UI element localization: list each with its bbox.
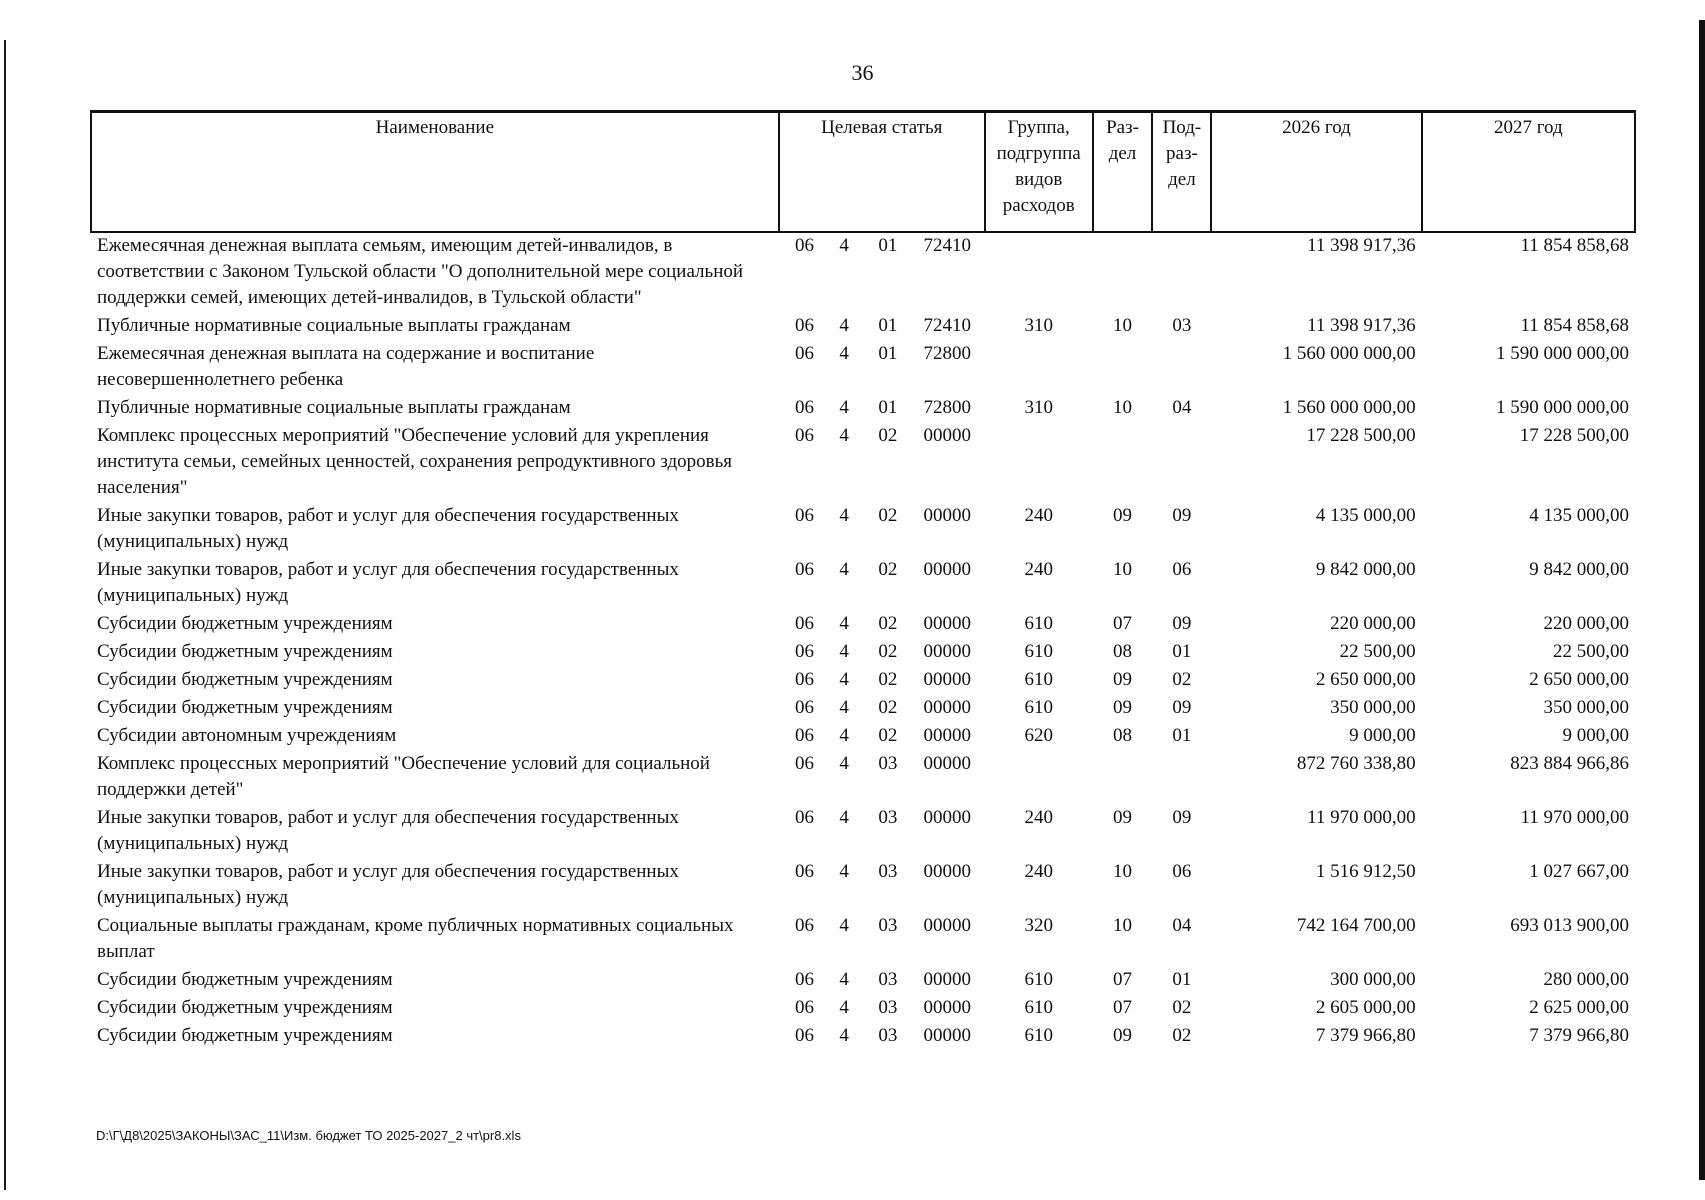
expense-group: 240 bbox=[1024, 807, 1053, 828]
table-row bbox=[91, 995, 1635, 1023]
target-code-2: 4 bbox=[839, 969, 849, 990]
amount-2026: 1 516 912,50 bbox=[1315, 861, 1416, 882]
subsection-code: 09 bbox=[1172, 807, 1192, 828]
target-code-3: 01 bbox=[878, 315, 898, 336]
table-row bbox=[91, 639, 1635, 667]
table-row bbox=[91, 423, 1635, 503]
row-name: Иные закупки товаров, работ и услуг для обеспечения государственных (муниципальных) нужд bbox=[97, 505, 679, 552]
target-code-2: 4 bbox=[839, 425, 849, 446]
amount-2026: 4 135 000,00 bbox=[1315, 505, 1416, 526]
row-name: Публичные нормативные социальные выплаты гражданам bbox=[97, 397, 571, 418]
target-code-3: 03 bbox=[878, 997, 898, 1018]
target-code-1: 06 bbox=[795, 697, 814, 718]
amount-2027: 280 000,00 bbox=[1543, 969, 1629, 990]
expense-group: 320 bbox=[1024, 915, 1053, 936]
scan-edge-left bbox=[4, 40, 6, 1190]
subsection-code: 09 bbox=[1172, 613, 1192, 634]
target-code-4: 00000 bbox=[923, 969, 972, 990]
subsection-code: 02 bbox=[1172, 1025, 1192, 1046]
table-row bbox=[91, 967, 1635, 995]
target-code-2: 4 bbox=[839, 697, 849, 718]
table-row bbox=[91, 232, 1635, 313]
expense-group: 310 bbox=[1024, 397, 1053, 418]
row-name: Комплекс процессных мероприятий "Обеспечение условий для социальной поддержки детей" bbox=[97, 753, 710, 800]
target-code-4: 00000 bbox=[923, 697, 972, 718]
row-name: Субсидии бюджетным учреждениям bbox=[97, 669, 393, 690]
expense-group: 610 bbox=[1024, 969, 1053, 990]
target-code-1: 06 bbox=[795, 235, 814, 256]
section-code: 09 bbox=[1112, 669, 1132, 690]
target-code-3: 03 bbox=[878, 915, 898, 936]
target-code-1: 06 bbox=[795, 669, 814, 690]
section-code: 09 bbox=[1112, 807, 1132, 828]
table-row bbox=[91, 859, 1635, 913]
amount-2026: 1 560 000 000,00 bbox=[1282, 397, 1416, 418]
section-code: 07 bbox=[1112, 969, 1132, 990]
amount-2026: 11 398 917,36 bbox=[1307, 315, 1416, 336]
section-code: 09 bbox=[1112, 1025, 1132, 1046]
target-code-2: 4 bbox=[839, 915, 849, 936]
expense-group: 610 bbox=[1024, 697, 1053, 718]
target-code-2: 4 bbox=[839, 807, 849, 828]
expense-group: 610 bbox=[1024, 641, 1053, 662]
row-name: Комплекс процессных мероприятий "Обеспечение условий для укрепления института семьи, семейных ценностей, сохранения репродуктивного здоровья населения" bbox=[97, 425, 733, 498]
target-code-3: 03 bbox=[878, 807, 898, 828]
subsection-code: 03 bbox=[1172, 315, 1192, 336]
target-code-1: 06 bbox=[795, 807, 814, 828]
row-name: Социальные выплаты гражданам, кроме публичных нормативных социальных выплат bbox=[97, 915, 734, 962]
target-code-3: 03 bbox=[878, 753, 898, 774]
amount-2027: 9 842 000,00 bbox=[1529, 559, 1629, 580]
target-code-2: 4 bbox=[839, 397, 849, 418]
target-code-3: 02 bbox=[878, 505, 898, 526]
subsection-code: 01 bbox=[1172, 969, 1192, 990]
table-body bbox=[91, 232, 1635, 1051]
target-code-2: 4 bbox=[839, 753, 849, 774]
section-code: 09 bbox=[1112, 697, 1132, 718]
row-name: Субсидии бюджетным учреждениям bbox=[97, 969, 393, 990]
amount-2027: 22 500,00 bbox=[1553, 641, 1629, 662]
row-name: Субсидии автономным учреждениям bbox=[97, 725, 397, 746]
target-code-2: 4 bbox=[839, 669, 849, 690]
target-code-2: 4 bbox=[839, 861, 849, 882]
page-number: 36 bbox=[851, 60, 874, 85]
expense-group bbox=[985, 232, 1093, 313]
target-code-1: 06 bbox=[795, 969, 814, 990]
section-code bbox=[1093, 751, 1153, 805]
section-code bbox=[1093, 341, 1153, 395]
row-name: Субсидии бюджетным учреждениям bbox=[97, 1025, 393, 1046]
subsection-code: 04 bbox=[1172, 397, 1192, 418]
table-row bbox=[91, 395, 1635, 423]
expense-group: 240 bbox=[1024, 559, 1053, 580]
target-code-4: 00000 bbox=[923, 641, 972, 662]
target-code-3: 03 bbox=[878, 969, 898, 990]
amount-2026: 742 164 700,00 bbox=[1296, 915, 1416, 936]
expense-group: 610 bbox=[1024, 1025, 1053, 1046]
amount-2026: 350 000,00 bbox=[1330, 697, 1416, 718]
table-row bbox=[91, 341, 1635, 395]
amount-2027: 220 000,00 bbox=[1543, 613, 1629, 634]
table-row bbox=[91, 313, 1635, 341]
expense-group: 620 bbox=[1024, 725, 1053, 746]
table-row bbox=[91, 751, 1635, 805]
target-code-2: 4 bbox=[839, 559, 849, 580]
target-code-3: 01 bbox=[878, 235, 898, 256]
target-code-2: 4 bbox=[839, 505, 849, 526]
header-year-2026: 2026 год bbox=[1211, 112, 1421, 233]
table-row bbox=[91, 611, 1635, 639]
target-code-4: 00000 bbox=[923, 753, 972, 774]
section-code bbox=[1093, 423, 1153, 503]
section-code: 10 bbox=[1112, 315, 1132, 336]
expense-group: 610 bbox=[1024, 997, 1053, 1018]
amount-2026: 2 650 000,00 bbox=[1315, 669, 1416, 690]
target-code-2: 4 bbox=[839, 641, 849, 662]
section-code: 07 bbox=[1112, 997, 1132, 1018]
target-code-2: 4 bbox=[839, 613, 849, 634]
target-code-4: 00000 bbox=[923, 725, 972, 746]
target-code-3: 02 bbox=[878, 613, 898, 634]
row-name: Субсидии бюджетным учреждениям bbox=[97, 613, 393, 634]
target-code-1: 06 bbox=[795, 753, 814, 774]
target-code-1: 06 bbox=[795, 725, 814, 746]
target-code-4: 00000 bbox=[923, 505, 972, 526]
target-code-3: 03 bbox=[878, 861, 898, 882]
amount-2027: 11 854 858,68 bbox=[1520, 315, 1629, 336]
table-row bbox=[91, 557, 1635, 611]
scan-edge-right bbox=[1699, 20, 1705, 1180]
amount-2026: 9 842 000,00 bbox=[1315, 559, 1416, 580]
target-code-1: 06 bbox=[795, 505, 814, 526]
section-code: 08 bbox=[1112, 641, 1132, 662]
target-code-4: 00000 bbox=[923, 915, 972, 936]
target-code-4: 00000 bbox=[923, 669, 972, 690]
target-code-3: 02 bbox=[878, 425, 898, 446]
target-code-1: 06 bbox=[795, 613, 814, 634]
section-code: 10 bbox=[1112, 397, 1132, 418]
row-name: Ежемесячная денежная выплата семьям, имеющим детей-инвалидов, в соответствии с Законом Тульской области "О дополнительной мере социальной поддержки семей, имеющих детей-инвалидов, в Тульской области" bbox=[97, 235, 744, 308]
target-code-3: 02 bbox=[878, 669, 898, 690]
expense-group bbox=[985, 751, 1093, 805]
row-name: Ежемесячная денежная выплата на содержание и воспитание несовершеннолетнего ребенка bbox=[97, 343, 595, 390]
target-code-3: 02 bbox=[878, 641, 898, 662]
section-code bbox=[1093, 232, 1153, 313]
row-name: Иные закупки товаров, работ и услуг для обеспечения государственных (муниципальных) нужд bbox=[97, 807, 679, 854]
expense-group: 240 bbox=[1024, 505, 1053, 526]
table-row bbox=[91, 503, 1635, 557]
target-code-4: 00000 bbox=[923, 861, 972, 882]
subsection-code: 09 bbox=[1172, 505, 1192, 526]
row-name: Иные закупки товаров, работ и услуг для обеспечения государственных (муниципальных) нужд bbox=[97, 861, 679, 908]
table-row bbox=[91, 1023, 1635, 1051]
row-name: Публичные нормативные социальные выплаты гражданам bbox=[97, 315, 571, 336]
amount-2027: 2 650 000,00 bbox=[1529, 669, 1629, 690]
subsection-code: 06 bbox=[1172, 559, 1192, 580]
section-code: 10 bbox=[1112, 915, 1132, 936]
table-row bbox=[91, 723, 1635, 751]
target-code-4: 00000 bbox=[923, 613, 972, 634]
header-target-article: Целевая статья bbox=[779, 112, 985, 233]
table-row bbox=[91, 805, 1635, 859]
subsection-code bbox=[1152, 751, 1211, 805]
target-code-2: 4 bbox=[839, 235, 849, 256]
target-code-4: 72410 bbox=[923, 315, 972, 336]
section-code: 10 bbox=[1112, 861, 1132, 882]
amount-2026: 11 398 917,36 bbox=[1307, 235, 1416, 256]
target-code-1: 06 bbox=[795, 343, 814, 364]
target-code-4: 00000 bbox=[923, 997, 972, 1018]
target-code-3: 01 bbox=[878, 343, 898, 364]
header-year-2027: 2027 год bbox=[1422, 112, 1635, 233]
subsection-code: 02 bbox=[1172, 997, 1192, 1018]
target-code-1: 06 bbox=[795, 315, 814, 336]
target-code-1: 06 bbox=[795, 559, 814, 580]
target-code-4: 00000 bbox=[923, 425, 972, 446]
section-code: 07 bbox=[1112, 613, 1132, 634]
section-code: 10 bbox=[1112, 559, 1132, 580]
section-code: 08 bbox=[1112, 725, 1132, 746]
target-code-4: 72800 bbox=[923, 343, 972, 364]
header-subsection: Под- раз- дел bbox=[1152, 112, 1211, 233]
expense-group: 240 bbox=[1024, 861, 1053, 882]
expense-group: 610 bbox=[1024, 613, 1053, 634]
row-name: Субсидии бюджетным учреждениям bbox=[97, 641, 393, 662]
amount-2027: 1 590 000 000,00 bbox=[1496, 343, 1629, 364]
target-code-2: 4 bbox=[839, 725, 849, 746]
target-code-2: 4 bbox=[839, 343, 849, 364]
table-row bbox=[91, 695, 1635, 723]
target-code-3: 03 bbox=[878, 1025, 898, 1046]
expense-group bbox=[985, 341, 1093, 395]
target-code-1: 06 bbox=[795, 915, 814, 936]
amount-2027: 1 590 000 000,00 bbox=[1496, 397, 1629, 418]
amount-2026: 7 379 966,80 bbox=[1315, 1025, 1416, 1046]
header-section: Раз- дел bbox=[1093, 112, 1153, 233]
row-name: Субсидии бюджетным учреждениям bbox=[97, 997, 393, 1018]
target-code-3: 02 bbox=[878, 725, 898, 746]
amount-2027: 11 970 000,00 bbox=[1520, 807, 1629, 828]
subsection-code: 04 bbox=[1172, 915, 1192, 936]
row-name: Субсидии бюджетным учреждениям bbox=[97, 697, 393, 718]
subsection-code bbox=[1152, 423, 1211, 503]
subsection-code bbox=[1152, 232, 1211, 313]
amount-2026: 300 000,00 bbox=[1330, 969, 1416, 990]
amount-2027: 9 000,00 bbox=[1562, 725, 1629, 746]
target-code-1: 06 bbox=[795, 397, 814, 418]
amount-2026: 220 000,00 bbox=[1330, 613, 1416, 634]
section-code: 09 bbox=[1112, 505, 1132, 526]
amount-2027: 1 027 667,00 bbox=[1529, 861, 1629, 882]
amount-2026: 22 500,00 bbox=[1339, 641, 1416, 662]
amount-2027: 7 379 966,80 bbox=[1529, 1025, 1629, 1046]
header-group: Группа, подгруппа видов расходов bbox=[985, 112, 1093, 233]
footer-file-path: D:\Г\Д8\2025\ЗАКОНЫ\ЗАС_11\Изм. бюджет ТО 2025-2027_2 чт\pr8.xls bbox=[96, 1128, 521, 1143]
target-code-3: 01 bbox=[878, 397, 898, 418]
amount-2026: 1 560 000 000,00 bbox=[1282, 343, 1416, 364]
table-header bbox=[91, 112, 1635, 233]
subsection-code: 06 bbox=[1172, 861, 1192, 882]
subsection-code bbox=[1152, 341, 1211, 395]
budget-table bbox=[90, 110, 1636, 1051]
amount-2026: 9 000,00 bbox=[1349, 725, 1416, 746]
target-code-2: 4 bbox=[839, 315, 849, 336]
target-code-1: 06 bbox=[795, 861, 814, 882]
expense-group: 610 bbox=[1024, 669, 1053, 690]
amount-2027: 823 884 966,86 bbox=[1510, 753, 1629, 774]
target-code-1: 06 bbox=[795, 997, 814, 1018]
amount-2026: 2 605 000,00 bbox=[1315, 997, 1416, 1018]
amount-2027: 693 013 900,00 bbox=[1510, 915, 1629, 936]
target-code-4: 72410 bbox=[923, 235, 972, 256]
subsection-code: 01 bbox=[1172, 725, 1192, 746]
target-code-3: 02 bbox=[878, 559, 898, 580]
target-code-4: 00000 bbox=[923, 1025, 972, 1046]
amount-2027: 17 228 500,00 bbox=[1519, 425, 1629, 446]
target-code-1: 06 bbox=[795, 1025, 814, 1046]
target-code-2: 4 bbox=[839, 997, 849, 1018]
amount-2026: 17 228 500,00 bbox=[1306, 425, 1416, 446]
budget-table-wrapper bbox=[90, 110, 1636, 1051]
target-code-4: 00000 bbox=[923, 807, 972, 828]
target-code-1: 06 bbox=[795, 425, 814, 446]
row-name: Иные закупки товаров, работ и услуг для обеспечения государственных (муниципальных) нужд bbox=[97, 559, 679, 606]
target-code-4: 00000 bbox=[923, 559, 972, 580]
table-row bbox=[91, 667, 1635, 695]
amount-2027: 2 625 000,00 bbox=[1529, 997, 1629, 1018]
amount-2026: 11 970 000,00 bbox=[1307, 807, 1416, 828]
amount-2027: 4 135 000,00 bbox=[1529, 505, 1629, 526]
target-code-4: 72800 bbox=[923, 397, 972, 418]
header-name: Наименование bbox=[91, 112, 779, 233]
subsection-code: 09 bbox=[1172, 697, 1192, 718]
subsection-code: 01 bbox=[1172, 641, 1192, 662]
target-code-1: 06 bbox=[795, 641, 814, 662]
amount-2027: 350 000,00 bbox=[1543, 697, 1629, 718]
target-code-2: 4 bbox=[839, 1025, 849, 1046]
amount-2027: 11 854 858,68 bbox=[1520, 235, 1629, 256]
expense-group: 310 bbox=[1024, 315, 1053, 336]
table-row bbox=[91, 913, 1635, 967]
amount-2026: 872 760 338,80 bbox=[1296, 753, 1416, 774]
subsection-code: 02 bbox=[1172, 669, 1192, 690]
target-code-3: 02 bbox=[878, 697, 898, 718]
expense-group bbox=[985, 423, 1093, 503]
